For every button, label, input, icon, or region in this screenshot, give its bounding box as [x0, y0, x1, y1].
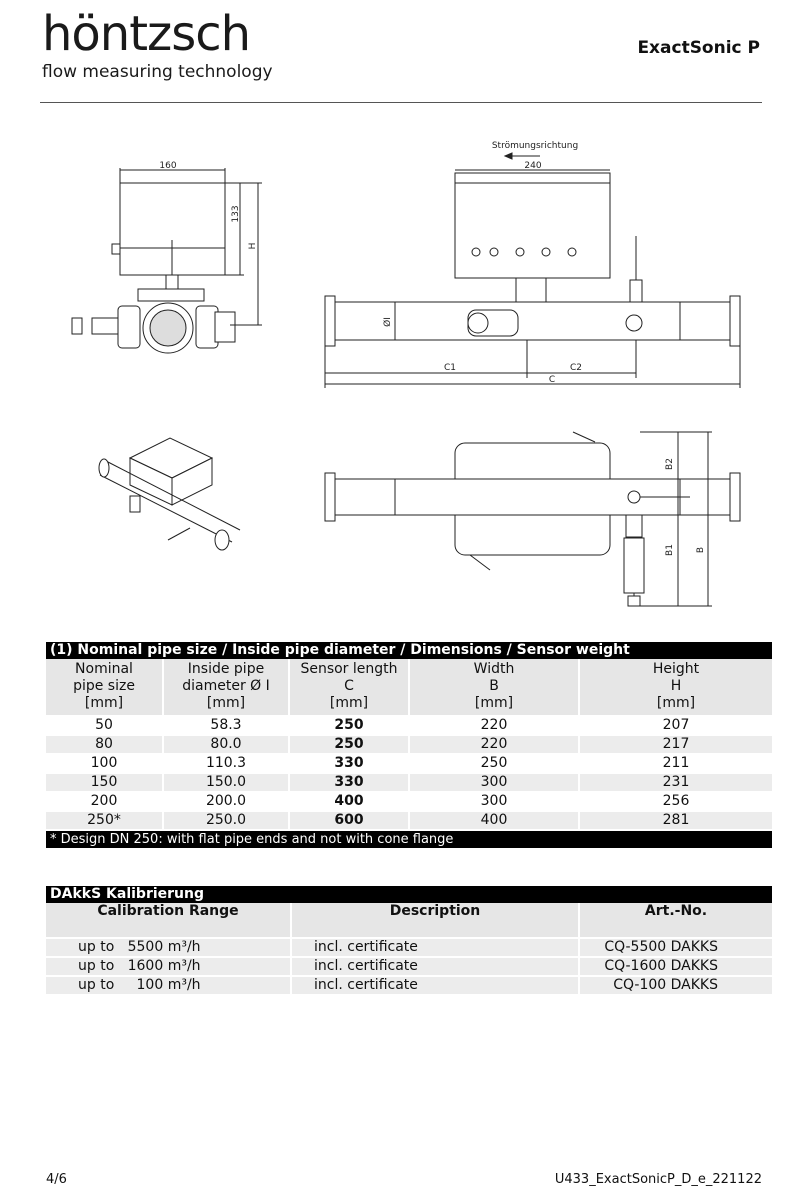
table-row: 200 200.0 400 300 256: [46, 791, 772, 810]
calibration-header-row: [46, 903, 772, 937]
header-height: Height H [mm]: [580, 659, 772, 715]
table-row: up to 5500 m³/h incl. certificate CQ-5500 DAKKS: [46, 937, 772, 956]
table-row: 50 58.3 250 220 207: [46, 715, 772, 734]
header-calibration-range: Calibration Range: [46, 903, 290, 937]
table-row: 100 110.3 330 250 211: [46, 753, 772, 772]
header-description: Description: [292, 903, 578, 937]
dimensions-table: [46, 642, 772, 848]
header-nominal: Nominal pipe size [mm]: [46, 659, 162, 715]
header-sensor-length: Sensor length C [mm]: [290, 659, 408, 715]
table-row: up to 1600 m³/h incl. certificate CQ-1600 DAKKS: [46, 956, 772, 975]
header-width: Width B [mm]: [410, 659, 578, 715]
front-view: [325, 141, 740, 388]
dim-side-width: 160: [159, 161, 177, 171]
dimensions-header-row: [46, 659, 772, 715]
logo-tagline: flow measuring technology: [42, 62, 273, 82]
header-divider: [40, 102, 762, 103]
product-name: ExactSonic P: [637, 38, 760, 58]
dim-C: C: [548, 375, 556, 385]
header-art-no: Art.-No.: [580, 903, 772, 937]
dim-B2: B2: [665, 458, 675, 470]
isometric-view: [99, 438, 240, 550]
dim-diameter: ØI: [383, 317, 393, 327]
dim-133: 133: [231, 205, 241, 223]
technical-drawing: [0, 120, 800, 620]
page-number: 4/6: [46, 1172, 67, 1187]
side-view: [72, 161, 262, 353]
table-row: 150 150.0 330 300 231: [46, 772, 772, 791]
document-id: U433_ExactSonicP_D_e_221122: [554, 1172, 762, 1187]
top-view: [325, 432, 740, 606]
table-row: 80 80.0 250 220 217: [46, 734, 772, 753]
calibration-table-title: DAkkS Kalibrierung: [46, 886, 772, 903]
dim-H: H: [248, 242, 258, 250]
flow-direction-label: Strömungsrichtung: [491, 141, 579, 151]
dimensions-table-note: * Design DN 250: with flat pipe ends and not with cone flange: [46, 831, 772, 848]
dim-C1: C1: [443, 363, 457, 373]
dim-front-width: 240: [524, 161, 542, 171]
brand-logo: [42, 8, 273, 82]
table-row: 250* 250.0 600 400 281: [46, 810, 772, 829]
header-inside-diameter: Inside pipe diameter Ø I [mm]: [164, 659, 288, 715]
logo-wordmark: höntzsch: [42, 6, 251, 62]
dimensions-table-title: (1) Nominal pipe size / Inside pipe diameter / Dimensions / Sensor weight: [46, 642, 772, 659]
dim-B1: B1: [665, 544, 675, 556]
dim-B: B: [696, 546, 706, 554]
calibration-table: [46, 886, 772, 994]
table-row: up to 100 m³/h incl. certificate CQ-100 DAKKS: [46, 975, 772, 994]
dim-C2: C2: [569, 363, 583, 373]
